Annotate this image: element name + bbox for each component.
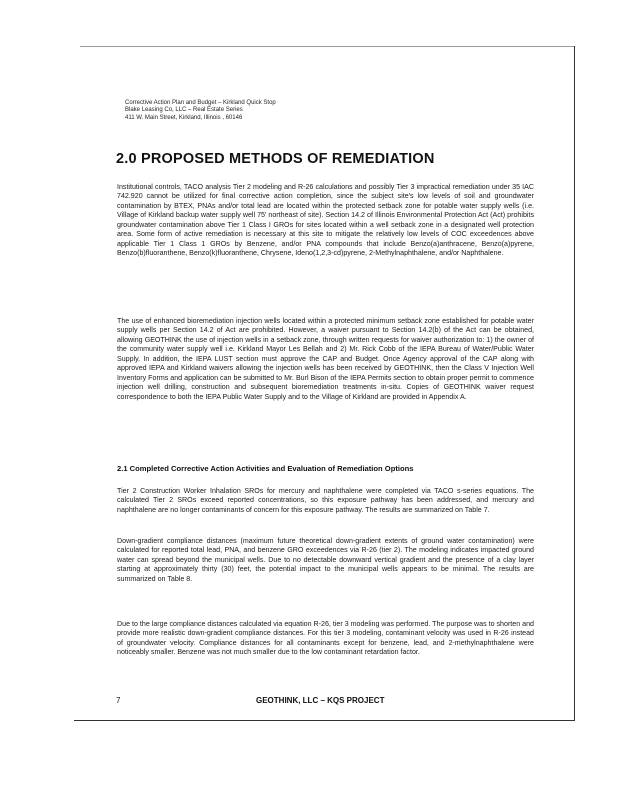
section-title: 2.0 PROPOSED METHODS OF REMEDIATION [116,151,435,167]
footer-project: GEOTHINK, LLC – KQS PROJECT [256,696,385,705]
page-border-bottom [74,720,575,721]
page-border-top [80,46,574,47]
paragraph-3: Tier 2 Construction Worker Inhalation SROs for mercury and naphthalene were completed via TACO s-series equations. The calculated Tier 2 SROs exceed reported concentrations, so this exposure pathway has been addressed, and mercury and naphthalene are no longer contaminants of concern for this exposure pathway. The results are summarized on Table 7. [117,487,534,514]
page-number: 7 [116,696,121,705]
paragraph-2: The use of enhanced bioremediation injection wells located within a protected minimum setback zone established for potable water supply wells per Section 14.2 of Act are prohibited. However, a waiver pursuant to Section 14.2(b) of the Act can be obtained, allowing GEOTHINK the use of injection wells in a setback zone, through written requests for waiver authorization to: 1) the owner of the community water supply well i.e. Kirkland Mayor Les Bellah and 2) Mr. Rick Cobb of the IEPA Bureau of Water/Public Water Supply. In addition, the IEPA LUST section must approve the CAP and Budget. Once Agency approval of the CAP along with approved IEPA and Kirkland waivers allowing the injection wells has been received by GEOTHINK, then the Class V Injection Well Inventory Forms and application can be submitted to Mr. Burl Bison of the IEPA Permits section to obtain proper permit to commence injection well drilling, construction and subsequent bioremediation treatments in-situ. Copies of GEOTHINK waiver request correspondence to both the IEPA Public Water Supply and to the Village of Kirkland are provided in Appendix A. [117,317,534,401]
page-border-right [574,46,575,720]
paragraph-5: Due to the large compliance distances calculated via equation R-26, tier 3 modeling was performed. The purpose was to shorten and provide more realistic down-gradient compliance distances. For this tier 3 modeling, contaminant velocity was used in R-26 instead of groundwater velocity. Compliance distances for all contaminants except for benzene, lead, and 2-methylnaphthalene were noticeably smaller. Benzene was not much smaller due to the low contaminant retardation factor. [117,620,534,657]
header-line-3: 411 W. Main Street, Kirkland, Illinois , 60146 [125,114,243,121]
document-header [125,100,425,122]
subsection-title: 2.1 Completed Corrective Action Activities and Evaluation of Remediation Options [117,464,414,473]
header-line-1: Corrective Action Plan and Budget – Kirkland Quick Stop [125,100,276,106]
paragraph-1: Institutional controls, TACO analysis Tier 2 modeling and R-26 calculations and possibly Tier 3 impractical remediation under 35 IAC 742.920 cannot be utilized for final corrective action completion, since the subject site's low levels of soil and groundwater contamination by BTEX, PNAs and/or total lead are located within the protected setback zone for potable water supply wells (i.e. Village of Kirkland backup water supply well 75' northeast of site). Section 14.2 of Illinois Environmental Protection Act (Act) prohibits groundwater contamination above Tier 1 Class I GROs for sites located within a well setback zone in a designated well protection area. Some form of active remediation is necessary at this site to mitigate the relatively low levels of COC exceedences above applicable Tier 1 Class 1 GROs by Benzene, and/or PNA compounds that include Benzo(a)anthracene, Benzo(a)pyrene, Benzo(b)fluoranthene, Benzo(k)fluoranthene, Chrysene, Ideno(1,2,3-cd)pyrene, 2-Methylnaphthalene, and/or Naphthalene. [117,183,534,258]
header-line-2: Blake Leasing Co, LLC – Real Estate Series [125,107,243,114]
paragraph-4: Down-gradient compliance distances (maximum future theoretical down-gradient extents of ground water contamination) were calculated for reported total lead, PNA, and benzene GRO exceedences via R-26 (tier 2). The modeling indicates impacted ground water can spread beyond the municipal wells. Due to no detectable downward vertical gradient and the presence of a clay layer starting at approximately thirty (30) feet, the potential impact to the municipal wells appears to be minimal. The results are summarized on Table 8. [117,537,534,583]
